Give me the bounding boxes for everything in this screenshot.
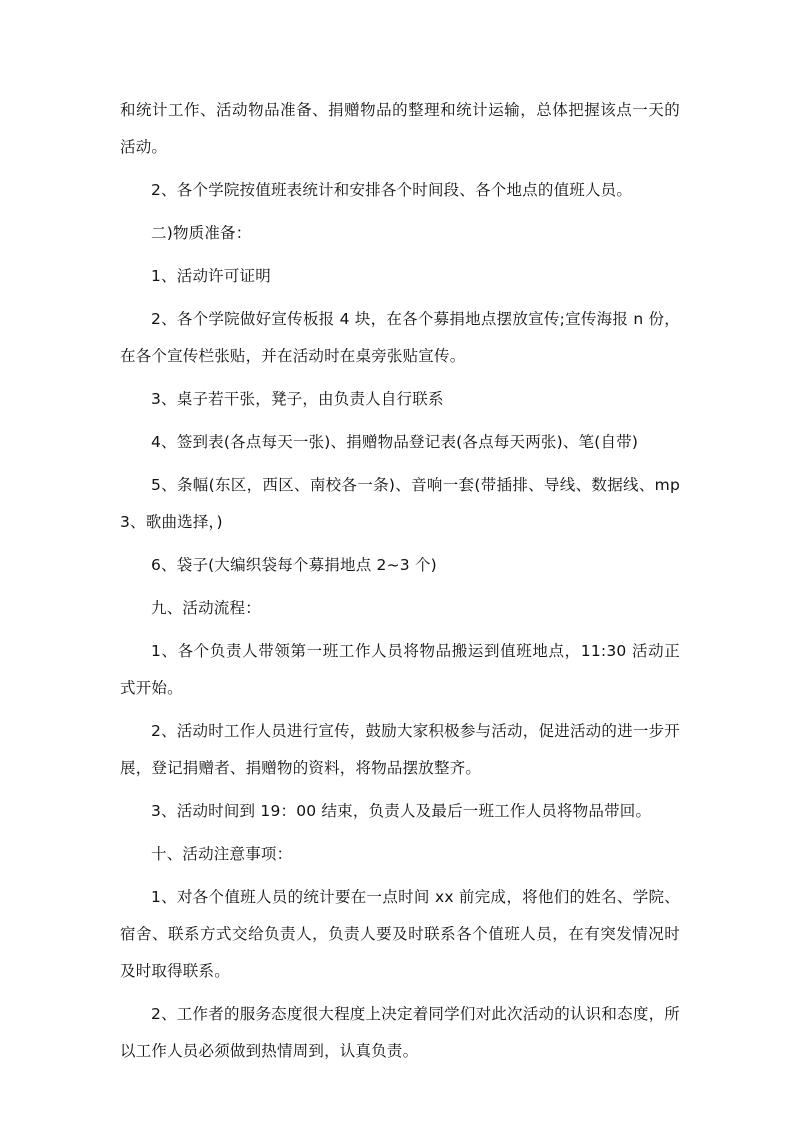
section-heading-process: 九、活动流程：: [151, 599, 261, 617]
paragraph-posters: 2、各个学院做好宣传板报 4 块，在各个募捐地点摆放宣传;宣传海报 n 份，在各个宣传栏张贴，并在活动时在桌旁张贴宣传。: [120, 310, 680, 365]
paragraph-permit: 1、活动许可证明: [151, 267, 271, 285]
document-body: [120, 92, 680, 1070]
paragraph-banners-audio: 5、条幅(东区，西区、南校各一条)、音响一套(带插排、导线、数据线、mp3、歌曲选择，): [120, 476, 680, 531]
paragraph-notes-service-attitude: 2、工作者的服务态度很大程度上决定着同学们对此次活动的认识和态度，所以工作人员必须做到热情周到，认真负责。: [120, 1005, 680, 1060]
paragraph-process-start: 1、各个负责人带领第一班工作人员将物品搬运到值班地点，11:30 活动正式开始。: [120, 642, 680, 697]
paragraph-summary-continued: 和统计工作、活动物品准备、捐赠物品的整理和统计运输，总体把握该点一天的活动。: [120, 101, 680, 156]
paragraph-signin-forms: 4、签到表(各点每天一张)、捐赠物品登记表(各点每天两张)、笔(自带): [151, 433, 639, 451]
paragraph-tables-stools: 3、桌子若干张，凳子，由负责人自行联系: [151, 390, 444, 408]
paragraph-process-promotion: 2、活动时工作人员进行宣传，鼓励大家积极参与活动，促进活动的进一步开展，登记捐赠者、捐赠物的资料，将物品摆放整齐。: [120, 722, 680, 777]
paragraph-bags: 6、袋子(大编织袋每个募捐地点 2~3 个): [151, 556, 437, 574]
paragraph-duty-schedule: 2、各个学院按值班表统计和安排各个时间段、各个地点的值班人员。: [151, 181, 633, 199]
section-heading-materials: 二)物质准备：: [151, 224, 252, 242]
paragraph-process-end: 3、活动时间到 19：00 结束，负责人及最后一班工作人员将物品带回。: [151, 802, 652, 820]
paragraph-notes-staff-stats: 1、对各个值班人员的统计要在一点时间 xx 前完成，将他们的姓名、学院、宿舍、联系方式交给负责人，负责人要及时联系各个值班人员，在有突发情况时及时取得联系。: [120, 888, 680, 980]
section-heading-notes: 十、活动注意事项：: [151, 845, 293, 863]
